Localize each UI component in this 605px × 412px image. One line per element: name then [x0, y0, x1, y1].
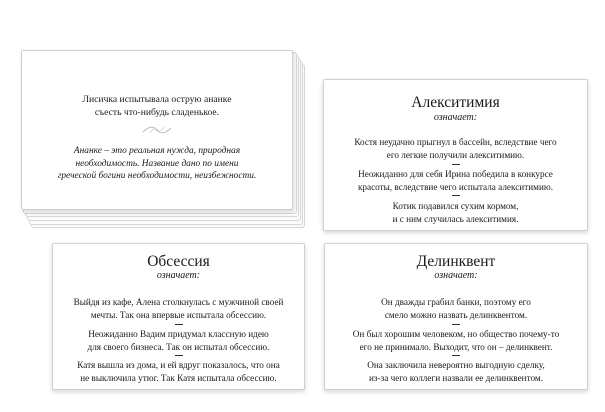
term-subtitle: означает:	[434, 270, 478, 281]
example-divider	[452, 164, 460, 165]
term-example	[53, 296, 304, 321]
term-example	[325, 296, 587, 321]
term-subtitle: означает:	[433, 112, 478, 123]
example-line: для своего бизнеса. Так он испытал обсессию.	[87, 341, 270, 352]
example-line: Неожиданно Вадим придумал классную идею	[88, 329, 269, 339]
term-card-delinquent	[324, 243, 588, 390]
example-line: Он дважды грабил банки, поэтому его	[381, 297, 531, 307]
term-example	[53, 328, 304, 353]
example-divider	[175, 324, 183, 325]
front-card-definition	[22, 145, 292, 183]
term-title: Обсессия	[147, 253, 210, 270]
example-line: Он был хорошим человеком, но общество почему-то	[352, 329, 560, 339]
definition-line: греческой богини необходимости, неизбежности.	[57, 171, 257, 181]
example-divider	[175, 355, 183, 356]
term-title: Делинквент	[416, 253, 496, 270]
example-line: Неожиданно для себя Ирина победила в конкурсе	[358, 169, 553, 179]
example-line: его легкие получили алекситимию.	[386, 149, 525, 160]
example-divider	[452, 355, 460, 356]
term-subtitle: означает:	[156, 270, 201, 281]
example-line: Выйдя из кафе, Алена столкнулась с мужчиной своей	[73, 297, 284, 307]
front-card-sentence	[22, 94, 292, 119]
term-example	[324, 200, 587, 225]
front-card	[21, 50, 293, 210]
example-line: и с ним случилась алекситимия.	[392, 213, 519, 224]
term-example	[325, 328, 587, 353]
example-divider	[452, 195, 460, 196]
sentence-line: съесть что-нибудь сладенькое.	[94, 106, 220, 118]
sentence-line: Лисичка испытывала острую ананке	[82, 94, 232, 105]
term-example	[324, 168, 587, 193]
example-line: Она заключила невероятно выгодную сделку,	[367, 360, 545, 370]
example-line: его не принимало. Выходит, что он – делинквент.	[359, 341, 553, 352]
term-example	[53, 359, 304, 384]
term-title: Алекситимия	[411, 94, 500, 111]
example-divider	[452, 324, 460, 325]
example-line: мечты. Так она впервые испытала обсессию.	[90, 309, 267, 320]
example-line: Котик подавился сухим кормом,	[392, 201, 519, 211]
term-example	[324, 136, 587, 161]
term-example	[325, 359, 587, 384]
term-card-obsession	[52, 243, 305, 390]
example-line: красоты, вследствие чего испытала алекситимию.	[357, 181, 554, 192]
example-line: из-за чего коллеги назвали ее делинквентом.	[368, 372, 544, 383]
term-card-alexithymia	[323, 79, 588, 231]
example-line: смело можно назвать делинквентом.	[384, 309, 528, 320]
example-line: Катя вышла из дома, и ей вдруг показалось, что она	[77, 360, 280, 370]
definition-line: Ананке – это реальная нужда, природная	[73, 146, 241, 156]
example-line: не выключила утюг. Так Катя испытала обсессию.	[80, 372, 277, 383]
swirl-ornament-icon	[141, 124, 173, 136]
definition-line: необходимость. Название дано по имени	[75, 158, 239, 169]
example-line: Костя неудачно прыгнул в бассейн, вследствие чего	[354, 137, 557, 147]
